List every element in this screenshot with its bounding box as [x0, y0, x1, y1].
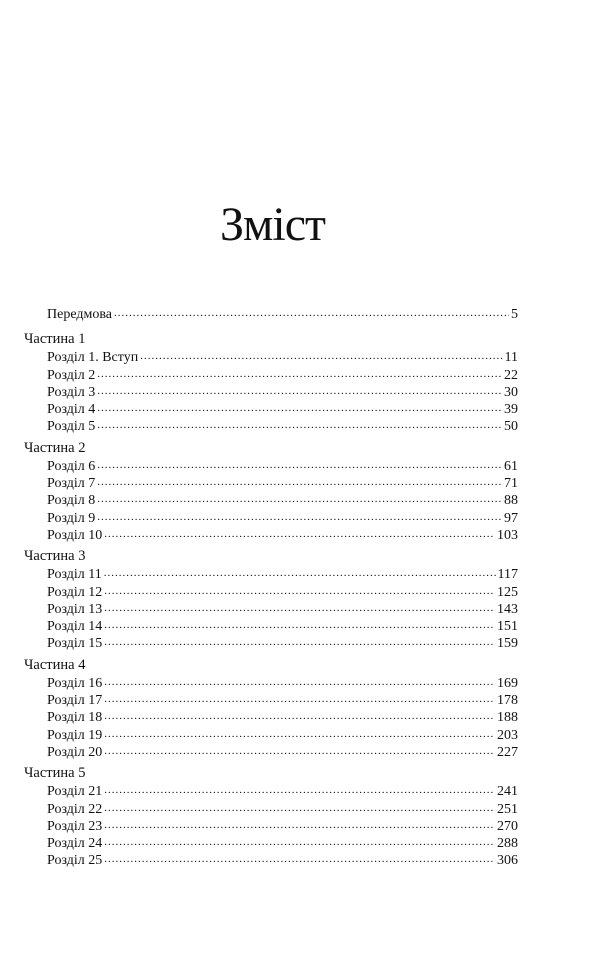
toc-chapter-entry[interactable] — [24, 675, 518, 692]
toc-chapter-entry[interactable] — [24, 384, 518, 401]
toc-entry-label: Розділ 6 — [47, 458, 96, 474]
toc-entry-label: Розділ 11 — [47, 567, 102, 583]
toc-entry-label: Розділ 8 — [47, 493, 96, 509]
toc-entry-page: 251 — [497, 801, 518, 817]
dot-leader — [104, 708, 495, 725]
dot-leader — [104, 782, 495, 799]
toc-entry-label: Розділ 17 — [47, 693, 103, 709]
toc-chapter-entry[interactable] — [24, 510, 518, 527]
dot-leader — [97, 383, 502, 400]
toc-part-group — [24, 657, 518, 761]
dot-leader — [104, 834, 495, 851]
toc-entry-page: 61 — [504, 458, 518, 474]
toc-part-heading[interactable]: Частина 2 — [24, 439, 86, 456]
toc-entry-page: 151 — [497, 619, 518, 635]
toc-part-group — [24, 440, 518, 544]
toc-chapter-entry[interactable] — [24, 401, 518, 418]
dot-leader — [104, 851, 495, 868]
toc-entry-label: Розділ 20 — [47, 744, 103, 760]
dot-leader — [104, 617, 495, 634]
page-title: Зміст — [219, 198, 326, 251]
toc-entry-page: 97 — [504, 510, 518, 526]
toc-part-heading[interactable]: Частина 1 — [24, 331, 86, 348]
toc-chapter-entry[interactable] — [24, 601, 518, 618]
dot-leader — [97, 491, 502, 508]
toc-entry-page: 227 — [497, 744, 518, 760]
toc-chapter-entry[interactable] — [24, 527, 518, 544]
toc-entry-label: Розділ 12 — [47, 584, 103, 600]
toc-entry-page: 30 — [504, 384, 518, 400]
toc-entry-label: Розділ 18 — [47, 710, 103, 726]
toc-chapter-entry[interactable] — [24, 618, 518, 635]
toc-entry-label: Розділ 9 — [47, 510, 96, 526]
toc-entry-page: 11 — [504, 350, 518, 366]
dot-leader — [104, 726, 495, 743]
toc-entry-page: 22 — [504, 367, 518, 383]
toc-chapter-entry[interactable] — [24, 727, 518, 744]
toc-entry-page: 306 — [497, 853, 518, 869]
toc-part-group — [24, 331, 518, 435]
toc-part-heading[interactable]: Частина 3 — [24, 548, 86, 565]
toc-part-group — [24, 765, 518, 869]
dot-leader — [97, 417, 502, 434]
dot-leader — [97, 474, 502, 491]
toc-part-heading[interactable]: Частина 4 — [24, 656, 86, 673]
toc-entry-page: 39 — [504, 402, 518, 418]
toc-entry-label: Передмова — [47, 307, 112, 322]
toc-entry-page: 143 — [497, 601, 518, 617]
toc-entry-page: 5 — [511, 307, 518, 322]
table-of-contents — [24, 306, 518, 870]
toc-entry-label: Розділ 7 — [47, 476, 96, 492]
toc-chapter-entry[interactable] — [24, 492, 518, 509]
toc-entry-label: Розділ 14 — [47, 619, 103, 635]
toc-chapter-entry[interactable] — [24, 852, 518, 869]
toc-chapter-entry[interactable] — [24, 349, 518, 366]
toc-entry-page: 159 — [497, 636, 518, 652]
toc-entry-label: Розділ 19 — [47, 727, 103, 743]
toc-entry-label: Розділ 15 — [47, 636, 103, 652]
toc-chapter-entry[interactable] — [24, 801, 518, 818]
toc-entry-label: Розділ 2 — [47, 367, 96, 383]
toc-entry-page: 288 — [497, 836, 518, 852]
toc-entry-label: Розділ 25 — [47, 853, 103, 869]
dot-leader — [104, 674, 495, 691]
toc-chapter-entry[interactable] — [24, 692, 518, 709]
dot-leader — [104, 583, 495, 600]
toc-part-group — [24, 548, 518, 652]
toc-entry-preface[interactable] — [24, 306, 518, 323]
toc-entry-label: Розділ 23 — [47, 818, 103, 834]
dot-leader — [104, 565, 496, 582]
toc-chapter-entry[interactable] — [24, 818, 518, 835]
toc-entry-label: Розділ 21 — [47, 784, 103, 800]
toc-chapter-entry[interactable] — [24, 584, 518, 601]
dot-leader — [97, 509, 502, 526]
toc-chapter-entry[interactable] — [24, 566, 518, 583]
toc-entry-label: Розділ 13 — [47, 601, 103, 617]
dot-leader — [104, 634, 495, 651]
toc-chapter-entry[interactable] — [24, 835, 518, 852]
toc-chapter-entry[interactable] — [24, 783, 518, 800]
dot-leader — [97, 457, 502, 474]
toc-entry-page: 50 — [504, 419, 518, 435]
dot-leader — [104, 800, 495, 817]
toc-chapter-entry[interactable] — [24, 458, 518, 475]
toc-entry-page: 88 — [504, 493, 518, 509]
toc-part-heading[interactable]: Частина 5 — [24, 765, 86, 782]
toc-entry-label: Розділ 24 — [47, 836, 103, 852]
toc-chapter-entry[interactable] — [24, 709, 518, 726]
dot-leader — [97, 366, 502, 383]
dot-leader — [104, 600, 495, 617]
toc-entry-label: Розділ 3 — [47, 384, 96, 400]
toc-chapter-entry[interactable] — [24, 635, 518, 652]
dot-leader — [104, 743, 495, 760]
toc-entry-page: 71 — [504, 476, 518, 492]
toc-entry-page: 103 — [497, 527, 518, 543]
toc-entry-page: 188 — [497, 710, 518, 726]
toc-entry-page: 125 — [497, 584, 518, 600]
dot-leader — [114, 305, 509, 322]
toc-chapter-entry[interactable] — [24, 367, 518, 384]
toc-entry-page: 117 — [497, 567, 518, 583]
toc-entry-label: Розділ 4 — [47, 402, 96, 418]
toc-entry-page: 270 — [497, 818, 518, 834]
dot-leader — [140, 348, 502, 365]
toc-entry-label: Розділ 22 — [47, 801, 103, 817]
toc-chapter-entry[interactable] — [24, 418, 518, 435]
toc-chapter-entry[interactable] — [24, 744, 518, 761]
toc-entry-page: 169 — [497, 675, 518, 691]
toc-entry-label: Розділ 16 — [47, 675, 103, 691]
toc-entry-label: Розділ 5 — [47, 419, 96, 435]
toc-chapter-entry[interactable] — [24, 475, 518, 492]
dot-leader — [104, 817, 495, 834]
toc-entry-label: Розділ 1. Вступ — [47, 350, 139, 366]
toc-entry-page: 178 — [497, 693, 518, 709]
toc-entry-label: Розділ 10 — [47, 527, 103, 543]
dot-leader — [104, 526, 495, 543]
dot-leader — [104, 691, 495, 708]
dot-leader — [97, 400, 502, 417]
toc-entry-page: 241 — [497, 784, 518, 800]
toc-entry-page: 203 — [497, 727, 518, 743]
